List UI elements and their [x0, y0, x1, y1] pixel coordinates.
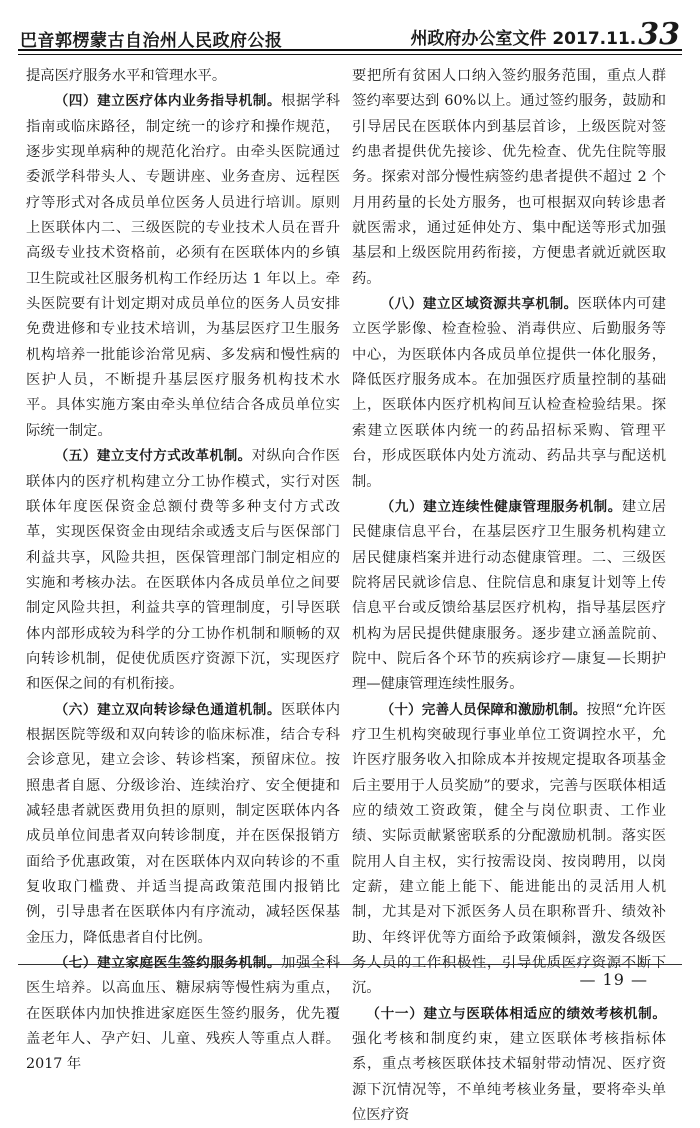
section-heading: （十一）建立与医联体相适应的绩效考核机制。: [366, 1005, 666, 1022]
section-heading: （五）建立支付方式改革机制。: [54, 448, 252, 465]
paragraph: 要把所有贫困人口纳入签约服务范围，重点人群签约率要达到 60%以上。通过签约服务，鼓励和引导居民在医联体内到基层首诊，上级医院对签约患者提供优先接诊、优先检查、优先住院等服务。探索对部分慢性病签约患者提供不超过 2 个月用药量的长处方服务，也可根据双向转诊患者就医需求，通过延伸处方、集中配送等形式加强基层和上级医院用药衔接，方便患者就近就医取药。: [352, 68, 666, 287]
header-rule-thick: [18, 49, 682, 51]
section-text: 建立居民健康信息平台，在基层医疗卫生服务机构建立居民健康档案并进行动态健康管理。二、三级医院将居民就诊信息、住院信息和康复计划等上传信息平台或反馈给基层医疗机构，指导基层医疗机构为居民提供健康服务。逐步建立涵盖院前、院中、院后各个环节的疾病诊疗—康复—长期护理—健康管理连续性服务。: [352, 498, 666, 693]
document-source: [410, 17, 680, 52]
section-text: 加强全科医生培养。以高血压、糖尿病等慢性病为重点，在医联体内加快推进家庭医生签约服务，优先覆盖老年人、孕产妇、儿童、残疾人等重点人群。2017 年: [26, 955, 341, 1073]
paragraph: [352, 292, 666, 495]
paragraph: [26, 698, 340, 951]
section-heading: （六）建立双向转诊绿色通道机制。: [54, 701, 282, 718]
document-source-date: 州政府办公室文件 2017.11.: [410, 29, 637, 49]
section-text: 强化考核和制度约束，建立医联体考核指标体系，重点考核医联体技术辐射带动情况、医疗资源下沉情况等，不单纯考核业务量，要将牵头单位医疗资: [352, 1031, 666, 1124]
section-heading: （七）建立家庭医生签约服务机制。: [54, 955, 282, 972]
page-header: [18, 14, 682, 54]
footer-rule: [18, 964, 682, 965]
left-column: [26, 64, 340, 1078]
paragraph: [26, 89, 340, 444]
section-heading: （八）建立区域资源共享机制。: [380, 296, 578, 313]
header-rule-thin: [18, 54, 682, 55]
section-text: 根据学科指南或临床路径，制定统一的诊疗和操作规范，逐步实现单病种的规范化治疗。由牵头医院通过委派学科带头人、专题讲座、业务查房、远程医疗等形式对各成员单位医务人员进行培训。原则上医联体内二、三级医院的专业技术人员在晋升高级专业技术资格前，必须有在医联体内的乡镇卫生院或社区服务机构工作经历达 1 年以上。牵头医院要有计划定期对成员单位的医务人员安排免费进修和专业技术培训，为基层医疗卫生服务机构培养一批能诊治常见病、多发病和慢性病的医护人员，不断提升基层医疗服务机构技术水平。具体实施方案由牵头单位结合各成员单位实际统一制定。: [26, 93, 341, 439]
paragraph: [352, 495, 666, 698]
section-heading: （九）建立连续性健康管理服务机制。: [380, 498, 622, 515]
gazette-title: 巴音郭楞蒙古自治州人民政府公报: [20, 31, 283, 51]
section-heading: （十）完善人员保障和激励机制。: [380, 701, 587, 718]
paragraph: [352, 698, 666, 1002]
issue-number: 33: [638, 17, 680, 52]
page-footer: [0, 964, 700, 994]
section-text: 医联体内可建立医学影像、检查检验、消毒供应、后勤服务等中心，为医联体内各成员单位提供一体化服务，降低医疗服务成本。在加强医疗质量控制的基础上，医联体内医疗机构间互认检查检验结果。探索建立医联体内统一的药品招标采购、管理平台，形成医联体内处方流动、药品共享与配送机制。: [352, 296, 667, 490]
section-heading: （四）建立医疗体内业务指导机制。: [54, 93, 282, 110]
section-text: 对纵向合作医联体内的医疗机构建立分工协作模式，实行对医联体年度医保资金总额付费等多种支付方式改革，实现医保资金由现结余或透支后与医保部门利益共享，风险共担，医保管理部门制定相应的实施和考核办法。在医联体内各成员单位之间要制定风险共担，利益共享的管理制度，引导医联体内部形成较为科学的分工协作机制和顺畅的双向转诊机制，促使优质医疗资源下沉，实现医疗和医保之间的有机衔接。: [26, 448, 341, 693]
paragraph: [26, 444, 340, 697]
paragraph: [352, 1002, 666, 1128]
page-number: — 19 —: [579, 970, 648, 989]
section-text: 医联体内根据医院等级和双向转诊的临床标准，结合专科会诊意见，建立会诊、转诊档案，预留床位。按照患者自愿、分级诊治、连续治疗、安全便捷和减轻患者就医费用负担的原则，制定医联体内各成员单位间患者双向转诊制度，并在医保报销方面给予优惠政策，对在医联体内双向转诊的不重复收取门槛费、并适当提高政策范围内报销比例，引导患者在医联体内有序流动，减轻医保基金压力，降低患者自付比例。: [26, 701, 341, 946]
paragraph: 提高医疗服务水平和管理水平。: [26, 68, 227, 84]
section-text: 按照“允许医疗卫生机构突破现行事业单位工资调控水平，允许医疗服务收入扣除成本并按规定提取各项基金后主要用于人员奖励”的要求，完善与医联体相适应的绩效工资政策，健全与岗位职责、工作业绩、实际贡献紧密联系的分配激励机制。落实医院用人自主权，实行按需设岗、按岗聘用，以岗定薪，建立能上能下、能进能出的灵活用人机制，尤其是对下派医务人员在职称晋升、绩效补助、年终评优等方面给予政策倾斜，激发各级医务人员的工作积极性，引导优质医疗资源不断下沉。: [352, 701, 667, 997]
